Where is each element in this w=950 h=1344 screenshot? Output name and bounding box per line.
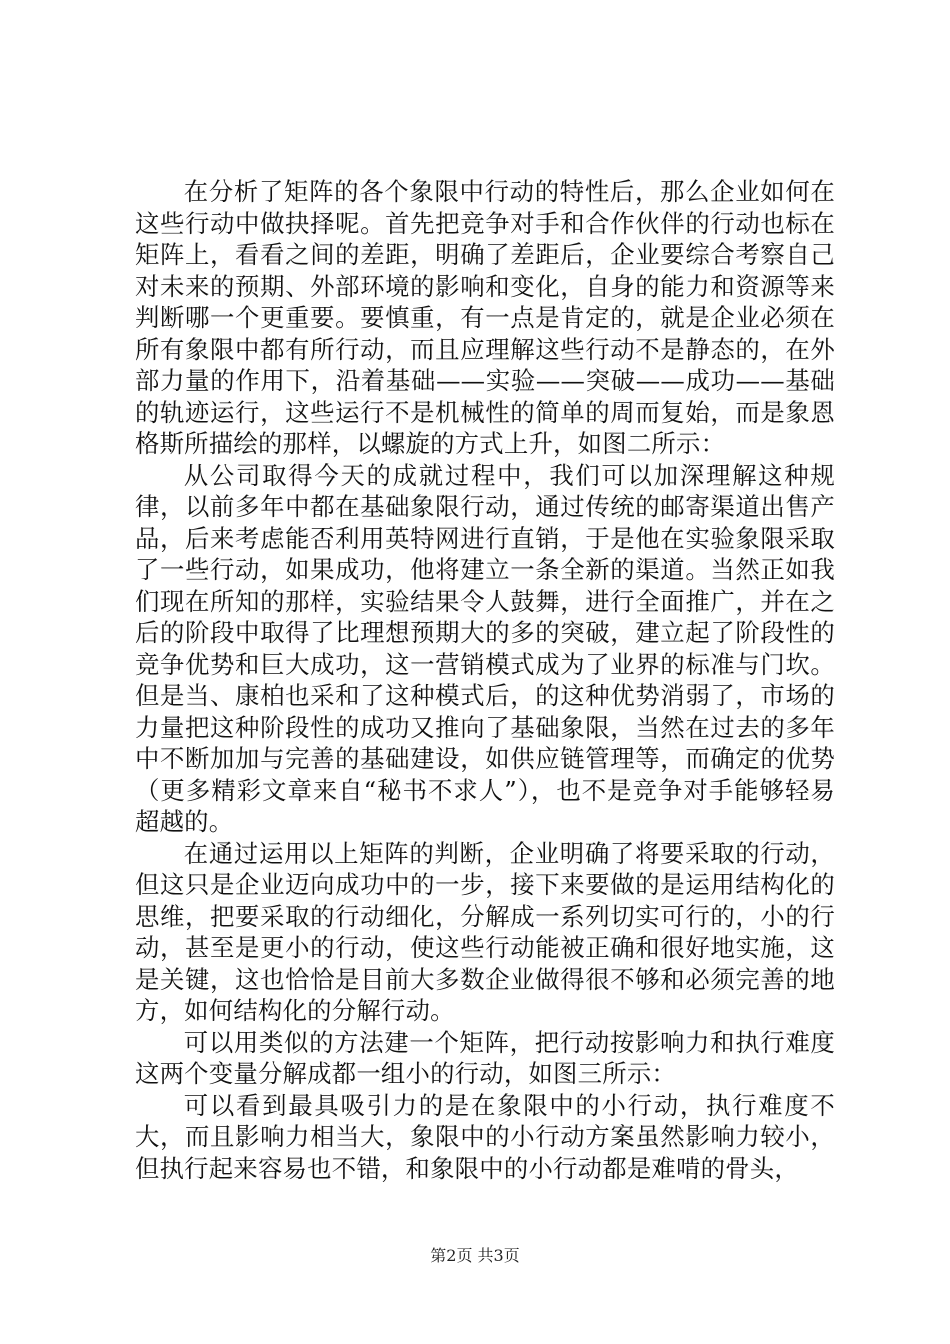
paragraph-1: 在分析了矩阵的各个象限中行动的特性后，那么企业如何在这些行动中做抉择呢。首先把竞争对手和合作伙伴的行动也标在矩阵上，看看之间的差距，明确了差距后，企业要综合考察自己对未来的预期、外部环境的影响和变化，自身的能力和资源等来判断哪一个更重要。要慎重，有一点是肯定的，就是企业必须在所有象限中都有所行动，而且应理解这些行动不是静态的，在外部力量的作用下，沿着基础——实验——突破——成功——基础的轨迹运行，这些运行不是机械性的简单的周而复始，而是象恩格斯所描绘的那样，以螺旋的方式上升，如图二所示：	[135, 177, 835, 458]
paragraph-5: 可以看到最具吸引力的是在象限中的小行动，执行难度不大，而且影响力相当大，象限中的小行动方案虽然影响力较小，但执行起来容易也不错，和象限中的小行动都是难啃的骨头，	[135, 1090, 835, 1183]
page-number-footer: 第2页 共3页	[430, 1246, 520, 1265]
document-body	[135, 176, 835, 1184]
paragraph-4: 可以用类似的方法建一个矩阵，把行动按影响力和执行难度这两个变量分解成都一组小的行动，如图三所示：	[135, 1027, 835, 1088]
paragraph-3: 在通过运用以上矩阵的判断，企业明确了将要采取的行动，但这只是企业迈向成功中的一步，接下来要做的是运用结构化的思维，把要采取的行动细化，分解成一系列切实可行的，小的行动，甚至是更小的行动，使这些行动能被正确和很好地实施，这是关键，这也恰恰是目前大多数企业做得很不够和必须完善的地方，如何结构化的分解行动。	[135, 838, 835, 1025]
paragraph-2: 从公司取得今天的成就过程中，我们可以加深理解这种规律，以前多年中都在基础象限行动，通过传统的邮寄渠道出售产品，后来考虑能否利用英特网进行直销，于是他在实验象限采取了一些行动，如果成功，他将建立一条全新的渠道。当然正如我们现在所知的那样，实验结果令人鼓舞，进行全面推广，并在之后的阶段中取得了比理想预期大的多的突破，建立起了阶段性的竞争优势和巨大成功，这一营销模式成为了业界的标准与门坎。但是当、康柏也采和了这种模式后，的这种优势消弱了，市场的力量把这种阶段性的成功又推向了基础象限，当然在过去的多年中不断加加与完善的基础建设，如供应链管理等，而确定的优势（更多精彩文章来自“秘书不求人”），也不是竞争对手能够轻易超越的。	[135, 460, 835, 836]
